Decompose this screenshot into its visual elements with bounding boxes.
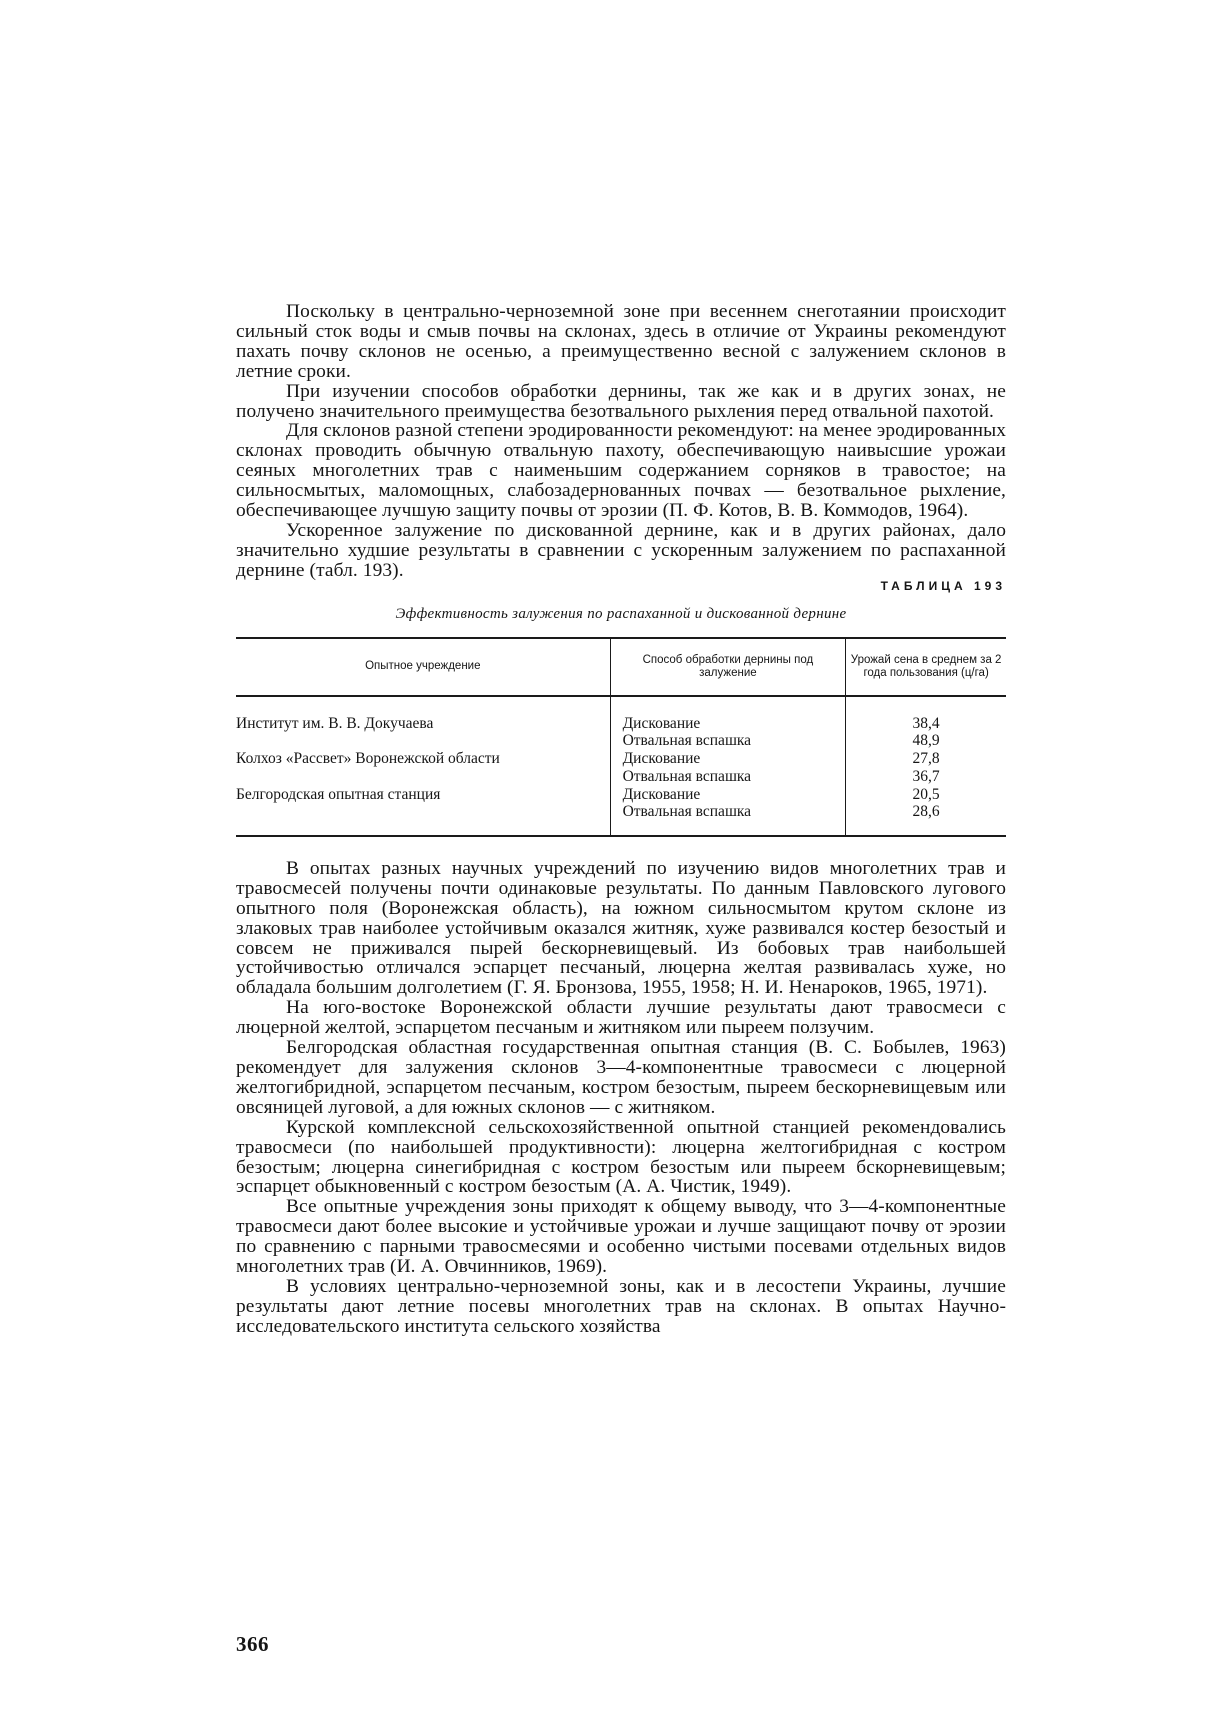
table-row [236, 786, 1006, 804]
header-institution: Опытное учреждение [236, 638, 610, 696]
table-caption: Эффективность залужения по распаханной и дискованной дернине [395, 605, 847, 622]
table-spacer [236, 821, 1006, 836]
paragraph: Поскольку в центрально-черноземной зоне при весеннем снеготаянии происходит сильный сток воды и смыв почвы на склонах, здесь в отличие от Украины рекомендуют пахать почву склонов не осенью, а преимущественно весной с залужением склонов в летние сроки. [236, 301, 1006, 382]
paragraph: Ускоренное залужение по дискованной дернине, как и в других районах, дало значительно худшие результаты в сравнении с ускоренным залужением по распаханной дернине (табл. 193). [236, 519, 1006, 581]
yield-cell: 27,8 [846, 750, 1006, 768]
yield-cell: 20,5 [846, 786, 1006, 804]
paragraph: В условиях центрально-черноземной зоны, как и в лесостепи Украины, лучшие результаты дают летние посевы многолетних трав на склонах. В опытах Научно-исследовательского института сельского хозяйства [236, 1275, 1006, 1337]
header-yield: Урожай сена в среднем за 2 года пользования (ц/га) [846, 638, 1006, 696]
page-number: 366 [236, 1632, 269, 1656]
yield-cell: 48,9 [846, 732, 1006, 750]
paragraph: Для склонов разной степени эродированности рекомендуют: на менее эродированных склонах проводить обычную отвальную пахоту, обеспечивающую наивысшие урожаи сеяных многолетних трав с наименьшим содержанием сорняков в травостое; на сильносмытых, маломощных, слабозадернованных почвах — безотвальное рыхление, обеспечивающее лучшую защиту почвы от эрозии (П. Ф. Котов, В. В. Коммодов, 1964). [236, 420, 1006, 522]
method-cell: Дискование [610, 715, 846, 733]
institution-cell: Институт им. В. В. Докучаева [236, 714, 434, 732]
table-header-row [236, 638, 1006, 696]
paragraph: Все опытные учреждения зоны приходят к общему выводу, что 3—4-компонентные травосмеси дают более высокие и устойчивые урожаи и лучше защищают почву от эрозии по сравнению с парными травосмесями и особенно чистыми посевами отдельных видов многолетних трав (И. А. Овчинников, 1969). [236, 1196, 1006, 1278]
table-spacer [236, 696, 1006, 715]
data-table [236, 637, 1006, 837]
yield-cell: 36,7 [846, 768, 1006, 786]
method-cell: Дискование [610, 786, 846, 804]
method-cell: Дискование [610, 750, 846, 768]
institution-cell: Колхоз «Рассвет» Воронежской области [236, 750, 500, 768]
method-cell: Отвальная вспашка [610, 732, 846, 750]
method-cell: Отвальная вспашка [610, 768, 846, 786]
institution-cell: Белгородская опытная станция [236, 785, 441, 803]
paragraph: В опытах разных научных учреждений по изучению видов многолетних трав и травосмесей получены почти одинаковые результаты. По данным Павловского лугового опытного поля (Воронежская область), на южном сильносмытом крутом склоне из злаковых трав наиболее устойчивым оказался житняк, хуже развивался костер безостый и совсем не приживался пырей бескорневищевый. Из бобовых трав наибольшей устойчивостью отличался эспарцет песчаный, люцерна желтая развивалась хуже, но обладала большим долголетием (Г. Я. Бронзова, 1955, 1958; Н. И. Ненароков, 1965, 1971). [236, 857, 1006, 999]
paragraph: Курской комплексной сельскохозяйственной опытной станцией рекомендовались травосмеси (по наибольшей продуктивности): люцерна желтогибридная с костром безостым; люцерна синегибридная с костром безостым или пыреем бскорневищевым; эспарцет обыкновенный с костром безостым (А. А. Чистик, 1949). [236, 1116, 1006, 1198]
yield-cell: 38,4 [846, 715, 1006, 733]
method-cell: Отвальная вспашка [610, 803, 846, 821]
page-content [236, 302, 1006, 1337]
table-label: ТАБЛИЦА 193 [880, 578, 1006, 593]
paragraph: На юго-востоке Воронежской области лучшие результаты дают травосмеси с люцерной желтой, эспарцетом песчаным и житняком или пыреем ползучим. [236, 997, 1006, 1039]
header-method: Способ обработки дернины под залужение [610, 638, 846, 696]
table-row [236, 715, 1006, 733]
paragraph: Белгородская областная государственная опытная станция (В. С. Бобылев, 1963) рекомендует для залужения склонов 3—4-компонентные травосмеси с люцерной желтогибридной, эспарцетом песчаным, костром безостым, пыреем бескорневищевым или овсяницей луговой, а для южных склонов — с житняком. [236, 1037, 1006, 1118]
table-row [236, 750, 1006, 768]
yield-cell: 28,6 [846, 803, 1006, 821]
paragraph: При изучении способов обработки дернины, так же как и в других зонах, не получено значительного преимущества безотвального рыхления перед отвальной пахотой. [236, 380, 1006, 422]
